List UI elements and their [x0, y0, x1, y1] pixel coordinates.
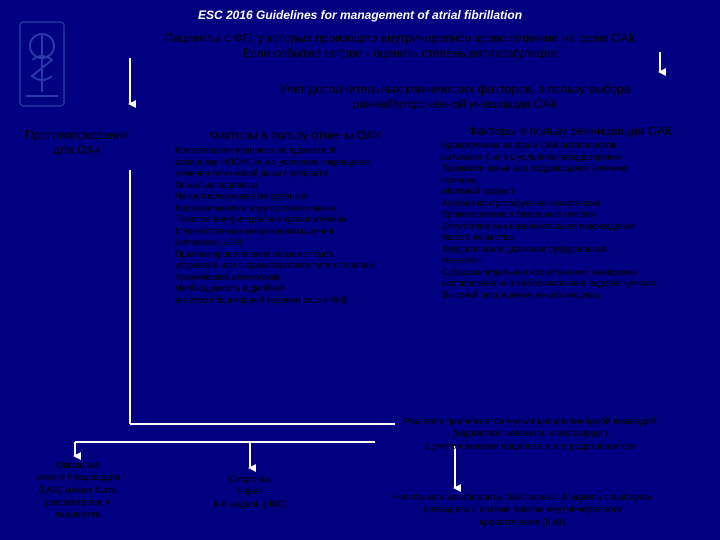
delay-factor-item: Тяжелое внутричерепное кровоизлияние [175, 214, 347, 225]
delay-factor-item: Неконтролируемая гипертензия [175, 191, 309, 202]
resume-factor-item: Субарахноидальное кровотечение: аневризма [442, 266, 638, 277]
factors-header-line-2: ранней/отсроченной инициации ОАК [352, 97, 558, 111]
contraindications-line-1: Противопоказания [24, 128, 130, 142]
delay-outcome-line: 4-8 недель (IIbC) [212, 498, 288, 510]
restart-line-2: препарата с низким риском внутричерепного [423, 504, 622, 516]
restart-line-1: Начать или возобновить ОАК через 4-8 недель с выбором [393, 492, 652, 503]
resume-factor-item: клипирована или эмболизирована эндоваскулярно [442, 278, 656, 289]
slide-title: ESC 2016 Guidelines for management of atrial fibrillation [197, 8, 523, 22]
resume-factors-title: Факторы в пользу реинициации ОАК [468, 124, 672, 138]
resume-factor-item: витамина К или в условиях передозировки [442, 151, 622, 162]
delay-factor-item: (например, ≥10) [175, 237, 243, 248]
restart-line-3: кровотечения (IIbB) [479, 516, 566, 528]
delay-factors-list [175, 145, 435, 306]
resume-factor-item: Отсутствие или незначительное повреждение [442, 220, 636, 231]
resume-factor-item: Молодой возраст [442, 186, 515, 197]
delay-factor-item: дозировке НПОАК или в условиях сокращения [175, 156, 371, 167]
resume-factor-item: Кровотечение на фоне ОАК антагонистов [442, 140, 616, 150]
restart-oac-outcome [350, 492, 695, 529]
decision-box [360, 416, 700, 453]
header-line-1: Пациенты с ФП, у которых произошло внутричерепное кровоизлияние на фоне ОАК [164, 31, 636, 45]
laa-outcome-line: пациентов [54, 509, 101, 521]
resume-factor-item: Хирургическое удаление субдуральной [442, 243, 608, 254]
delay-factor-item: Множественные микрокровоизлияния [175, 225, 334, 236]
resume-factor-item: Травматическая или поддающаяся лечению [442, 163, 628, 174]
delay-outcome [195, 474, 305, 511]
laa-occlusion-outcome [20, 460, 135, 522]
delay-factor-item: Причина кровотечения не может быть [175, 248, 335, 259]
header-line-2: Если событие острое - оценить степень антикоагуляции [242, 46, 558, 60]
laa-outcome-line: левого предсердия [35, 472, 120, 484]
delay-factor-item: лечения или низкой дозы препарата [175, 168, 328, 179]
delay-factor-item: Кровоизлияние в кору головного мозга [175, 202, 337, 213]
laa-outcome-line: рассмотрена у [45, 497, 110, 509]
resume-factors-list [442, 140, 712, 301]
resume-factor-item: белого вещества [442, 232, 514, 243]
contraindications-box [12, 128, 142, 158]
delay-factor-item: Необходимость в двойной [175, 283, 286, 294]
resume-factor-item: причина [442, 174, 477, 185]
delay-outcome-line: через [237, 486, 263, 498]
delay-factors-title: Факторы в пользу отмены ОАК [209, 128, 381, 142]
delay-factor-item: устранена или скорректирована путем терапии [175, 260, 374, 271]
delay-outcome-line: Отсрочка [229, 474, 271, 485]
laa-outcome-line: Окклюзия [55, 460, 100, 471]
laa-outcome-line: (LAA) может быть [38, 484, 117, 496]
decision-line-1: Решение принимается мультидисциплинарной командой [403, 416, 657, 427]
patient-condition-header [140, 31, 660, 61]
delay-factor-item: антитромбоцитарной терапии после ЧКВ [175, 294, 348, 305]
decision-line-3: с учетом мнения пациента и его родственников [424, 440, 636, 452]
clinical-factors-header [225, 82, 685, 112]
decision-line-2: (кардиолог, невролог, нейрохирург) [452, 428, 608, 440]
delay-factor-item: Кровотечение возникло на адекватной [175, 145, 337, 155]
resume-factor-item: Кровоизлияние в базальные ганглии [442, 209, 596, 220]
resume-factor-item: Высокий риск ишемического инсульта [442, 289, 601, 300]
delay-factor-item: Хронический алкоголизм [175, 271, 280, 282]
factors-header-line-1: Учет дополнительных клинических факторов, в пользу выбора [279, 82, 631, 96]
contraindications-line-2: для ОАК [53, 143, 101, 157]
resume-factor-item: гематомы [442, 255, 483, 266]
resume-factor-item: Хорошо контролируемая гипертензия [442, 197, 600, 208]
delay-factor-item: Пожилые пациенты [175, 179, 258, 190]
